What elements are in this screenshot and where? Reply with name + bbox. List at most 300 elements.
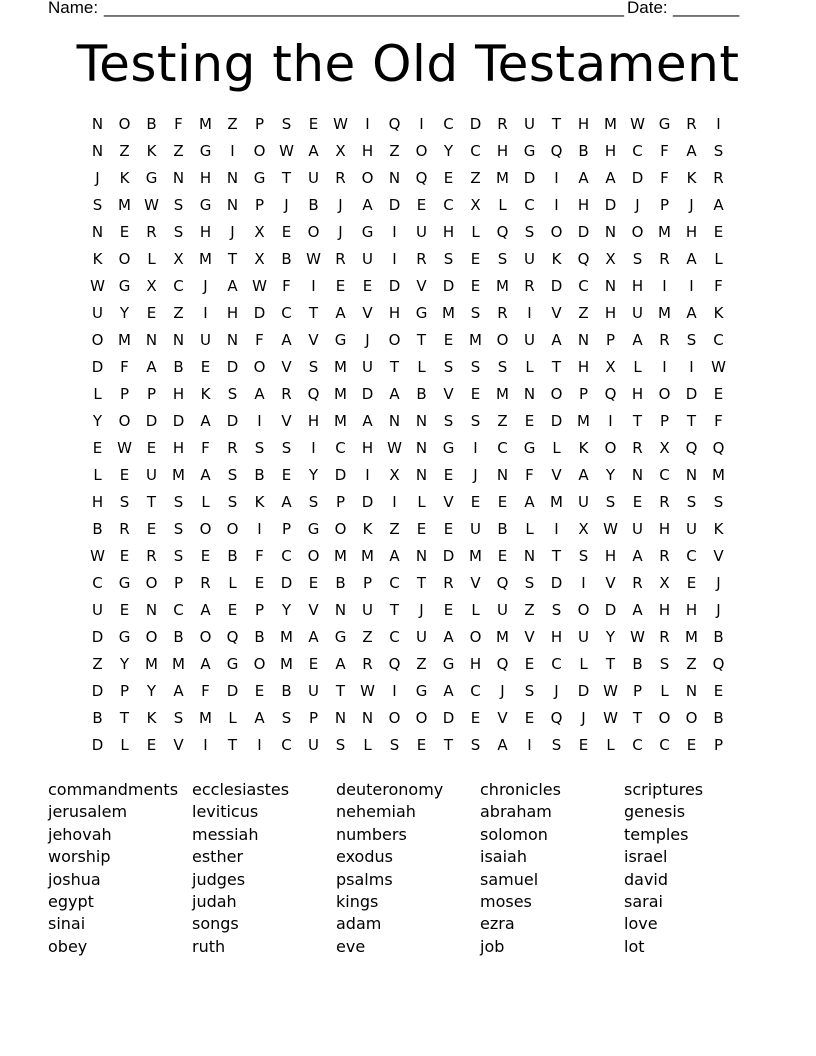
grid-letter[interactable]: D xyxy=(145,412,158,430)
grid-letter[interactable]: G xyxy=(118,277,131,295)
grid-letter[interactable]: D xyxy=(523,169,536,187)
grid-letter[interactable]: A xyxy=(362,196,373,214)
grid-letter[interactable]: W xyxy=(117,439,132,457)
grid-letter[interactable]: B xyxy=(497,520,508,538)
grid-letter[interactable]: S xyxy=(443,412,454,430)
grid-letter[interactable]: S xyxy=(281,439,292,457)
grid-letter[interactable]: A xyxy=(335,304,346,322)
grid-letter[interactable]: J xyxy=(500,682,505,700)
grid-letter[interactable]: K xyxy=(578,439,589,457)
grid-letter[interactable]: F xyxy=(714,277,723,295)
grid-letter[interactable]: S xyxy=(308,493,319,511)
grid-letter[interactable]: C xyxy=(470,682,481,700)
grid-letter[interactable]: U xyxy=(362,358,373,376)
grid-letter[interactable]: A xyxy=(686,142,697,160)
grid-letter[interactable]: X xyxy=(254,223,265,241)
grid-letter[interactable]: H xyxy=(577,115,590,133)
grid-letter[interactable]: I xyxy=(365,115,370,133)
grid-letter[interactable]: Z xyxy=(578,304,589,322)
grid-letter[interactable]: F xyxy=(201,682,210,700)
grid-letter[interactable]: E xyxy=(281,466,292,484)
grid-letter[interactable]: D xyxy=(631,169,644,187)
grid-letter[interactable]: E xyxy=(119,223,130,241)
grid-letter[interactable]: R xyxy=(281,385,292,403)
grid-letter[interactable]: W xyxy=(252,277,267,295)
grid-letter[interactable]: E xyxy=(146,520,157,538)
grid-letter[interactable]: N xyxy=(226,196,239,214)
grid-letter[interactable]: E xyxy=(416,520,427,538)
grid-letter[interactable]: D xyxy=(442,547,455,565)
grid-letter[interactable]: L xyxy=(579,655,588,673)
grid-letter[interactable]: R xyxy=(659,331,670,349)
grid-letter[interactable]: O xyxy=(415,709,428,727)
grid-letter[interactable]: Q xyxy=(712,439,725,457)
grid-letter[interactable]: A xyxy=(632,331,643,349)
grid-letter[interactable]: O xyxy=(307,223,320,241)
grid-letter[interactable]: T xyxy=(686,412,697,430)
grid-letter[interactable]: G xyxy=(199,196,212,214)
grid-letter[interactable]: T xyxy=(146,493,157,511)
grid-letter[interactable]: I xyxy=(311,439,316,457)
grid-letter[interactable]: M xyxy=(118,196,131,214)
grid-letter[interactable]: P xyxy=(362,574,373,592)
grid-letter[interactable]: H xyxy=(685,223,698,241)
grid-letter[interactable]: A xyxy=(362,412,373,430)
grid-letter[interactable]: I xyxy=(365,466,370,484)
grid-letter[interactable]: T xyxy=(308,304,319,322)
grid-letter[interactable]: E xyxy=(470,709,481,727)
grid-letter[interactable]: Z xyxy=(119,142,130,160)
grid-letter[interactable]: S xyxy=(497,250,508,268)
grid-letter[interactable]: E xyxy=(443,331,454,349)
grid-letter[interactable]: Z xyxy=(173,142,184,160)
grid-letter[interactable]: I xyxy=(527,304,532,322)
grid-letter[interactable]: H xyxy=(172,385,185,403)
grid-letter[interactable]: W xyxy=(306,250,321,268)
grid-letter[interactable]: N xyxy=(145,601,158,619)
grid-letter[interactable]: D xyxy=(361,385,374,403)
grid-letter[interactable]: G xyxy=(145,169,158,187)
grid-letter[interactable]: H xyxy=(550,628,563,646)
grid-letter[interactable]: S xyxy=(524,223,535,241)
grid-letter[interactable]: Y xyxy=(92,412,103,430)
grid-letter[interactable]: I xyxy=(392,493,397,511)
grid-letter[interactable]: E xyxy=(443,601,454,619)
grid-letter[interactable]: E xyxy=(308,655,319,673)
grid-letter[interactable]: X xyxy=(659,574,670,592)
grid-letter[interactable]: U xyxy=(578,493,589,511)
grid-letter[interactable]: W xyxy=(603,520,618,538)
grid-letter[interactable]: S xyxy=(443,250,454,268)
grid-letter[interactable]: H xyxy=(604,547,617,565)
grid-letter[interactable]: Y xyxy=(119,304,130,322)
grid-letter[interactable]: I xyxy=(203,304,208,322)
grid-letter[interactable]: E xyxy=(254,682,265,700)
grid-letter[interactable]: K xyxy=(254,493,265,511)
grid-letter[interactable]: M xyxy=(361,547,374,565)
grid-letter[interactable]: E xyxy=(146,736,157,754)
grid-letter[interactable]: S xyxy=(335,736,346,754)
grid-letter[interactable]: W xyxy=(90,277,105,295)
grid-letter[interactable]: O xyxy=(145,628,158,646)
grid-letter[interactable]: V xyxy=(443,385,454,403)
grid-letter[interactable]: T xyxy=(551,115,562,133)
grid-letter[interactable]: Z xyxy=(524,601,535,619)
grid-letter[interactable]: O xyxy=(334,520,347,538)
grid-letter[interactable]: T xyxy=(416,331,427,349)
grid-letter[interactable]: T xyxy=(551,547,562,565)
grid-letter[interactable]: R xyxy=(659,493,670,511)
grid-letter[interactable]: M xyxy=(469,331,482,349)
grid-letter[interactable]: N xyxy=(226,169,239,187)
grid-letter[interactable]: M xyxy=(280,628,293,646)
grid-letter[interactable]: E xyxy=(335,277,346,295)
grid-letter[interactable]: A xyxy=(443,682,454,700)
grid-letter[interactable]: J xyxy=(716,574,721,592)
grid-letter[interactable]: H xyxy=(604,142,617,160)
grid-letter[interactable]: S xyxy=(713,142,724,160)
grid-letter[interactable]: E xyxy=(362,277,373,295)
grid-letter[interactable]: N xyxy=(523,547,536,565)
grid-letter[interactable]: P xyxy=(119,682,130,700)
grid-letter[interactable]: B xyxy=(254,466,265,484)
grid-letter[interactable]: S xyxy=(227,466,238,484)
grid-letter[interactable]: G xyxy=(415,304,428,322)
grid-letter[interactable]: D xyxy=(469,115,482,133)
grid-letter[interactable]: I xyxy=(473,439,478,457)
grid-letter[interactable]: E xyxy=(119,466,130,484)
grid-letter[interactable]: W xyxy=(333,115,348,133)
grid-letter[interactable]: E xyxy=(686,574,697,592)
grid-letter[interactable]: J xyxy=(338,223,343,241)
grid-letter[interactable]: M xyxy=(334,547,347,565)
grid-letter[interactable]: S xyxy=(551,736,562,754)
grid-letter[interactable]: M xyxy=(199,250,212,268)
grid-letter[interactable]: B xyxy=(335,574,346,592)
grid-letter[interactable]: O xyxy=(145,574,158,592)
grid-letter[interactable]: O xyxy=(118,412,131,430)
grid-letter[interactable]: H xyxy=(469,655,482,673)
grid-letter[interactable]: G xyxy=(118,574,131,592)
grid-letter[interactable]: G xyxy=(361,223,374,241)
grid-letter[interactable]: U xyxy=(308,682,319,700)
name-field[interactable]: _______________________________________________________ xyxy=(104,0,625,17)
grid-letter[interactable]: I xyxy=(257,520,262,538)
grid-letter[interactable]: M xyxy=(280,655,293,673)
grid-letter[interactable]: F xyxy=(714,412,723,430)
grid-letter[interactable]: D xyxy=(442,277,455,295)
grid-letter[interactable]: C xyxy=(713,331,724,349)
grid-letter[interactable]: H xyxy=(199,223,212,241)
grid-letter[interactable]: Y xyxy=(308,466,319,484)
grid-letter[interactable]: O xyxy=(118,250,131,268)
grid-letter[interactable]: Q xyxy=(226,628,239,646)
grid-letter[interactable]: G xyxy=(118,628,131,646)
grid-letter[interactable]: N xyxy=(91,142,104,160)
grid-letter[interactable]: A xyxy=(308,142,319,160)
grid-letter[interactable]: F xyxy=(525,466,534,484)
grid-letter[interactable]: D xyxy=(577,223,590,241)
grid-letter[interactable]: D xyxy=(550,574,563,592)
grid-letter[interactable]: A xyxy=(200,601,211,619)
grid-letter[interactable]: I xyxy=(581,574,586,592)
grid-letter[interactable]: S xyxy=(470,412,481,430)
grid-letter[interactable]: T xyxy=(632,412,643,430)
grid-letter[interactable]: G xyxy=(523,439,536,457)
grid-letter[interactable]: A xyxy=(443,628,454,646)
grid-letter[interactable]: U xyxy=(416,628,427,646)
grid-letter[interactable]: K xyxy=(686,169,697,187)
grid-letter[interactable]: A xyxy=(686,250,697,268)
grid-letter[interactable]: S xyxy=(686,493,697,511)
grid-letter[interactable]: H xyxy=(577,196,590,214)
grid-letter[interactable]: O xyxy=(388,709,401,727)
grid-letter[interactable]: D xyxy=(550,277,563,295)
grid-letter[interactable]: Q xyxy=(388,655,401,673)
grid-letter[interactable]: Y xyxy=(443,142,454,160)
grid-letter[interactable]: I xyxy=(392,223,397,241)
grid-letter[interactable]: T xyxy=(416,574,427,592)
grid-letter[interactable]: N xyxy=(334,709,347,727)
grid-letter[interactable]: R xyxy=(524,277,535,295)
grid-letter[interactable]: L xyxy=(201,493,210,511)
grid-letter[interactable]: O xyxy=(253,655,266,673)
grid-letter[interactable]: S xyxy=(470,304,481,322)
grid-letter[interactable]: C xyxy=(659,466,670,484)
grid-letter[interactable]: A xyxy=(605,169,616,187)
grid-letter[interactable]: M xyxy=(712,466,725,484)
grid-letter[interactable]: N xyxy=(415,439,428,457)
grid-letter[interactable]: A xyxy=(632,547,643,565)
grid-letter[interactable]: O xyxy=(415,142,428,160)
grid-letter[interactable]: H xyxy=(658,520,671,538)
grid-letter[interactable]: Z xyxy=(362,628,373,646)
grid-letter[interactable]: V xyxy=(497,709,508,727)
grid-letter[interactable]: E xyxy=(119,547,130,565)
grid-letter[interactable]: Y xyxy=(119,655,130,673)
grid-letter[interactable]: A xyxy=(146,358,157,376)
grid-letter[interactable]: N xyxy=(388,169,401,187)
grid-letter[interactable]: D xyxy=(388,196,401,214)
grid-letter[interactable]: I xyxy=(311,277,316,295)
grid-letter[interactable]: M xyxy=(334,385,347,403)
grid-letter[interactable]: C xyxy=(551,655,562,673)
grid-letter[interactable]: D xyxy=(604,196,617,214)
grid-letter[interactable]: J xyxy=(419,601,424,619)
grid-letter[interactable]: P xyxy=(632,682,643,700)
grid-letter[interactable]: I xyxy=(419,115,424,133)
grid-letter[interactable]: W xyxy=(144,196,159,214)
grid-letter[interactable]: O xyxy=(253,358,266,376)
grid-letter[interactable]: Q xyxy=(712,655,725,673)
grid-letter[interactable]: V xyxy=(713,547,724,565)
grid-letter[interactable]: B xyxy=(713,628,724,646)
grid-letter[interactable]: S xyxy=(524,574,535,592)
grid-letter[interactable]: L xyxy=(228,709,237,727)
grid-letter[interactable]: P xyxy=(119,385,130,403)
grid-letter[interactable]: U xyxy=(497,601,508,619)
grid-letter[interactable]: Q xyxy=(550,142,563,160)
grid-letter[interactable]: S xyxy=(470,358,481,376)
grid-letter[interactable]: S xyxy=(389,736,400,754)
grid-letter[interactable]: N xyxy=(631,466,644,484)
grid-letter[interactable]: O xyxy=(307,547,320,565)
grid-letter[interactable]: J xyxy=(365,331,370,349)
grid-letter[interactable]: U xyxy=(146,466,157,484)
grid-letter[interactable]: D xyxy=(91,358,104,376)
grid-letter[interactable]: E xyxy=(443,466,454,484)
grid-letter[interactable]: B xyxy=(227,547,238,565)
grid-letter[interactable]: L xyxy=(660,682,669,700)
grid-letter[interactable]: K xyxy=(713,304,724,322)
grid-letter[interactable]: E xyxy=(524,412,535,430)
grid-letter[interactable]: E xyxy=(524,709,535,727)
grid-letter[interactable]: S xyxy=(578,547,589,565)
grid-letter[interactable]: E xyxy=(713,682,724,700)
grid-letter[interactable]: I xyxy=(392,250,397,268)
grid-letter[interactable]: O xyxy=(685,709,698,727)
grid-letter[interactable]: O xyxy=(388,331,401,349)
grid-letter[interactable]: T xyxy=(281,169,292,187)
grid-letter[interactable]: P xyxy=(578,385,589,403)
grid-letter[interactable]: X xyxy=(605,250,616,268)
grid-letter[interactable]: I xyxy=(689,277,694,295)
grid-letter[interactable]: J xyxy=(473,466,478,484)
grid-letter[interactable]: G xyxy=(253,169,266,187)
grid-letter[interactable]: X xyxy=(146,277,157,295)
grid-letter[interactable]: P xyxy=(659,412,670,430)
grid-letter[interactable]: M xyxy=(469,547,482,565)
grid-letter[interactable]: H xyxy=(91,493,104,511)
grid-letter[interactable]: G xyxy=(334,331,347,349)
grid-letter[interactable]: U xyxy=(308,169,319,187)
grid-letter[interactable]: M xyxy=(145,655,158,673)
grid-letter[interactable]: A xyxy=(200,412,211,430)
grid-letter[interactable]: L xyxy=(525,520,534,538)
grid-letter[interactable]: E xyxy=(200,547,211,565)
grid-letter[interactable]: E xyxy=(92,439,103,457)
grid-letter[interactable]: C xyxy=(443,196,454,214)
grid-letter[interactable]: Z xyxy=(686,655,697,673)
grid-letter[interactable]: U xyxy=(416,223,427,241)
grid-letter[interactable]: M xyxy=(550,493,563,511)
grid-letter[interactable]: A xyxy=(200,655,211,673)
grid-letter[interactable]: O xyxy=(469,628,482,646)
grid-letter[interactable]: B xyxy=(416,385,427,403)
grid-letter[interactable]: E xyxy=(254,574,265,592)
grid-letter[interactable]: O xyxy=(658,709,671,727)
grid-letter[interactable]: Z xyxy=(227,115,238,133)
grid-letter[interactable]: B xyxy=(146,115,157,133)
grid-letter[interactable]: X xyxy=(254,250,265,268)
grid-letter[interactable]: V xyxy=(308,331,319,349)
grid-letter[interactable]: P xyxy=(254,115,265,133)
grid-letter[interactable]: U xyxy=(524,250,535,268)
grid-letter[interactable]: C xyxy=(281,304,292,322)
grid-letter[interactable]: D xyxy=(172,412,185,430)
grid-letter[interactable]: V xyxy=(443,493,454,511)
grid-letter[interactable]: E xyxy=(416,196,427,214)
grid-letter[interactable]: S xyxy=(92,196,103,214)
grid-letter[interactable]: A xyxy=(524,493,535,511)
grid-letter[interactable]: R xyxy=(497,115,508,133)
grid-letter[interactable]: S xyxy=(551,601,562,619)
grid-letter[interactable]: N xyxy=(685,682,698,700)
grid-letter[interactable]: S xyxy=(173,709,184,727)
grid-letter[interactable]: D xyxy=(91,628,104,646)
grid-letter[interactable]: N xyxy=(91,223,104,241)
grid-letter[interactable]: T xyxy=(335,682,346,700)
grid-letter[interactable]: S xyxy=(713,493,724,511)
grid-letter[interactable]: M xyxy=(658,223,671,241)
grid-letter[interactable]: S xyxy=(659,655,670,673)
grid-letter[interactable]: E xyxy=(497,547,508,565)
grid-letter[interactable]: I xyxy=(392,682,397,700)
grid-letter[interactable]: S xyxy=(173,196,184,214)
grid-letter[interactable]: S xyxy=(281,115,292,133)
grid-letter[interactable]: T xyxy=(551,358,562,376)
grid-letter[interactable]: E xyxy=(146,304,157,322)
grid-letter[interactable]: V xyxy=(524,628,535,646)
grid-letter[interactable]: E xyxy=(686,736,697,754)
grid-letter[interactable]: S xyxy=(173,547,184,565)
grid-letter[interactable]: O xyxy=(199,628,212,646)
grid-letter[interactable]: N xyxy=(577,331,590,349)
grid-letter[interactable]: R xyxy=(659,547,670,565)
grid-letter[interactable]: N xyxy=(388,412,401,430)
grid-letter[interactable]: U xyxy=(524,331,535,349)
grid-letter[interactable]: D xyxy=(604,601,617,619)
grid-letter[interactable]: M xyxy=(334,358,347,376)
grid-letter[interactable]: P xyxy=(659,196,670,214)
grid-letter[interactable]: X xyxy=(173,250,184,268)
grid-letter[interactable]: C xyxy=(443,115,454,133)
grid-letter[interactable]: E xyxy=(308,574,319,592)
grid-letter[interactable]: H xyxy=(361,439,374,457)
grid-letter[interactable]: P xyxy=(254,196,265,214)
grid-letter[interactable]: X xyxy=(578,520,589,538)
grid-letter[interactable]: N xyxy=(685,466,698,484)
date-field[interactable]: _______ xyxy=(673,0,740,17)
grid-letter[interactable]: V xyxy=(281,412,292,430)
grid-letter[interactable]: Q xyxy=(577,250,590,268)
grid-letter[interactable]: S xyxy=(173,493,184,511)
grid-letter[interactable]: V xyxy=(551,466,562,484)
grid-letter[interactable]: W xyxy=(360,682,375,700)
grid-letter[interactable]: E xyxy=(713,223,724,241)
grid-letter[interactable]: Q xyxy=(496,223,509,241)
grid-letter[interactable]: D xyxy=(685,385,698,403)
grid-letter[interactable]: J xyxy=(689,196,694,214)
grid-letter[interactable]: D xyxy=(280,574,293,592)
grid-letter[interactable]: J xyxy=(338,196,343,214)
grid-letter[interactable]: X xyxy=(470,196,481,214)
grid-letter[interactable]: D xyxy=(388,277,401,295)
grid-letter[interactable]: E xyxy=(416,736,427,754)
grid-letter[interactable]: Y xyxy=(605,466,616,484)
grid-letter[interactable]: U xyxy=(470,520,481,538)
grid-letter[interactable]: O xyxy=(118,115,131,133)
grid-letter[interactable]: J xyxy=(230,223,235,241)
grid-letter[interactable]: A xyxy=(281,493,292,511)
grid-letter[interactable]: C xyxy=(281,736,292,754)
grid-letter[interactable]: Z xyxy=(173,304,184,322)
grid-letter[interactable]: R xyxy=(713,169,724,187)
grid-letter[interactable]: T xyxy=(389,358,400,376)
grid-letter[interactable]: Q xyxy=(496,655,509,673)
grid-letter[interactable]: P xyxy=(335,493,346,511)
grid-letter[interactable]: E xyxy=(227,601,238,619)
